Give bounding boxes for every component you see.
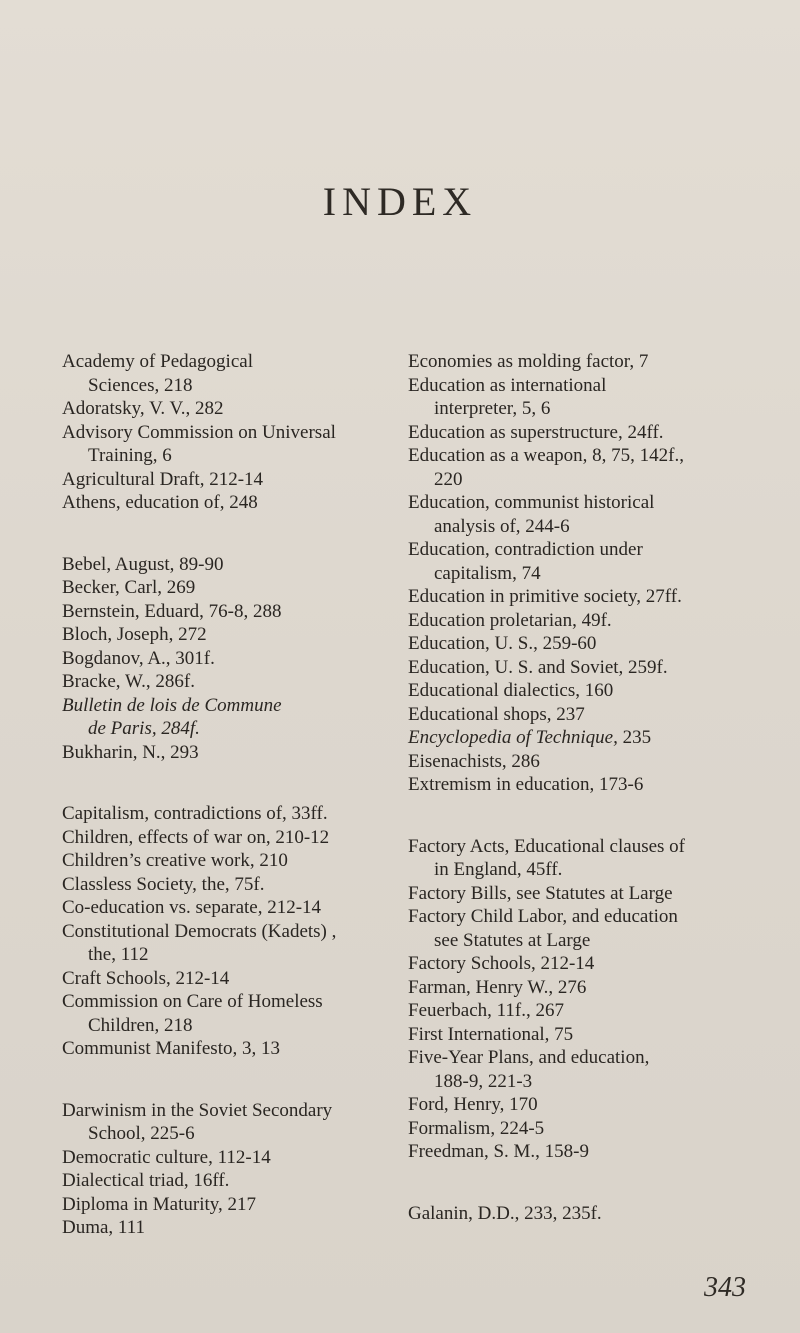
index-entry-heading: Factory Schools, 212-14: [408, 953, 595, 974]
index-entry-continuation: see Statutes at Large: [434, 929, 591, 951]
index-entry: [408, 1023, 800, 1047]
index-letter-group: [408, 1202, 800, 1226]
index-entry-continuation: Children, 218: [88, 1014, 193, 1036]
index-entry-continuation: School, 225-6: [88, 1123, 195, 1144]
index-entry: [62, 849, 402, 873]
index-entry: [62, 397, 402, 421]
index-entry: [62, 694, 402, 741]
index-entry-pages: 235: [617, 727, 652, 748]
index-entry-heading: Darwinism in the Soviet Secondary: [62, 1099, 333, 1121]
index-entry-heading: First International, 75: [408, 1023, 574, 1045]
page-number: 343: [704, 1272, 746, 1303]
index-entry-heading: Democratic culture, 112-14: [62, 1146, 271, 1168]
index-entry-heading: Agricultural Draft, 212-14: [62, 468, 264, 490]
index-entry-heading: Education as superstructure, 24ff.: [408, 421, 664, 443]
index-entry-heading: Formalism, 224-5: [408, 1117, 545, 1139]
index-entry-heading: Dialectical triad, 16ff.: [62, 1170, 230, 1191]
index-entry-heading: Feuerbach, 11f., 267: [408, 1000, 564, 1021]
index-entry: [62, 1193, 402, 1217]
index-entry: [408, 632, 800, 656]
index-entry: [62, 1216, 402, 1240]
index-letter-group: [408, 350, 800, 797]
index-entry: [62, 1169, 402, 1193]
index-entry: [62, 826, 402, 850]
index-entry-heading: Education proletarian, 49f.: [408, 609, 612, 631]
index-entry-heading: Academy of Pedagogical: [62, 351, 253, 372]
index-entry-heading: Athens, education of, 248: [62, 492, 258, 513]
index-entry: [62, 350, 402, 397]
index-entry-heading: Education as international: [408, 374, 607, 396]
index-entry-heading: Encyclopedia of Technique,: [408, 727, 618, 748]
index-entry: [408, 750, 800, 774]
index-entry: [408, 703, 800, 727]
index-entry-heading: Five-Year Plans, and education,: [408, 1047, 650, 1068]
index-entry: [62, 741, 402, 765]
index-entry: [408, 538, 800, 585]
index-entry-heading: Bulletin de lois de Commune: [62, 694, 282, 716]
index-entry-heading: Factory Bills, see Statutes at Large: [408, 882, 673, 904]
index-entry-heading: Bernstein, Eduard, 76-8, 288: [62, 600, 282, 622]
index-letter-group: [62, 350, 402, 515]
index-letter-group: [408, 835, 800, 1164]
index-letter-group: [62, 802, 402, 1061]
index-entry-heading: Adoratsky, V. V., 282: [62, 398, 224, 419]
index-entry-continuation: 220: [434, 468, 463, 490]
index-entry: [408, 1202, 800, 1226]
index-entry-heading: Education as a weapon, 8, 75, 142f.,: [408, 445, 684, 466]
index-entry: [408, 976, 800, 1000]
index-entry: [408, 656, 800, 680]
index-entry: [62, 468, 402, 492]
index-entry-heading: Factory Acts, Educational clauses of: [408, 835, 686, 857]
index-entry-heading: Ford, Henry, 170: [408, 1094, 538, 1115]
index-entry-heading: Duma, 111: [62, 1217, 146, 1238]
index-entry-heading: Extremism in education, 173-6: [408, 774, 644, 795]
index-entry: [408, 350, 800, 374]
index-letter-group: [62, 1099, 402, 1240]
index-entry-continuation: analysis of, 244-6: [434, 515, 570, 537]
index-entry-continuation: 188-9, 221-3: [434, 1070, 533, 1092]
index-entry-heading: Classless Society, the, 75f.: [62, 873, 265, 895]
index-entry-heading: Advisory Commission on Universal: [62, 421, 336, 443]
index-column-right: [408, 350, 800, 1263]
index-entry-heading: Education, U. S., 259-60: [408, 633, 597, 654]
index-entry-continuation: in England, 45ff.: [434, 859, 563, 880]
index-entry: [408, 1093, 800, 1117]
index-entry-heading: Communist Manifesto, 3, 13: [62, 1038, 280, 1059]
index-entry-heading: Bogdanov, A., 301f.: [62, 647, 215, 669]
index-column-left: [62, 350, 402, 1278]
index-entry: [408, 999, 800, 1023]
index-entry-heading: Education, U. S. and Soviet, 259f.: [408, 656, 668, 678]
index-entry: [408, 444, 800, 491]
index-entry-heading: Eisenachists, 286: [408, 750, 540, 772]
index-entry-continuation: de Paris, 284f.: [88, 718, 200, 739]
index-entry: [408, 609, 800, 633]
index-entry-heading: Constitutional Democrats (Kadets) ,: [62, 920, 337, 942]
index-entry-heading: Becker, Carl, 269: [62, 577, 196, 598]
index-entry: [408, 773, 800, 797]
index-entry-heading: Factory Child Labor, and education: [408, 906, 678, 927]
index-entry-heading: Educational shops, 237: [408, 703, 585, 725]
index-entry: [62, 421, 402, 468]
page-title: INDEX: [322, 179, 478, 224]
index-entry-heading: Education, communist historical: [408, 492, 655, 513]
index-entry: [62, 920, 402, 967]
index-entry-continuation: interpreter, 5, 6: [434, 398, 551, 419]
index-entry-continuation: capitalism, 74: [434, 562, 541, 584]
index-entry: [408, 421, 800, 445]
index-entry-heading: Galanin, D.D., 233, 235f.: [408, 1202, 602, 1224]
index-entry-heading: Education, contradiction under: [408, 539, 643, 560]
index-entry: [62, 576, 402, 600]
index-entry-heading: Children, effects of war on, 210-12: [62, 826, 330, 848]
index-entry: [62, 1099, 402, 1146]
index-entry: [408, 1117, 800, 1141]
index-letter-group: [62, 553, 402, 765]
index-entry: [62, 647, 402, 671]
index-entry: [62, 873, 402, 897]
index-entry: [408, 726, 800, 750]
index-entry: [62, 491, 402, 515]
index-entry-heading: Educational dialectics, 160: [408, 680, 614, 701]
index-entry: [408, 1046, 800, 1093]
index-entry: [62, 623, 402, 647]
index-entry-heading: Craft Schools, 212-14: [62, 967, 230, 989]
index-entry-heading: Bebel, August, 89-90: [62, 553, 224, 575]
index-entry: [408, 491, 800, 538]
index-entry-heading: Farman, Henry W., 276: [408, 976, 587, 998]
index-entry: [62, 896, 402, 920]
index-entry-continuation: the, 112: [88, 944, 149, 965]
index-entry: [408, 882, 800, 906]
index-entry-heading: Capitalism, contradictions of, 33ff.: [62, 803, 328, 824]
index-entry: [62, 1146, 402, 1170]
index-entry: [408, 585, 800, 609]
index-entry: [408, 679, 800, 703]
index-entry: [408, 374, 800, 421]
index-entry-heading: Children’s creative work, 210: [62, 850, 288, 871]
index-entry: [62, 670, 402, 694]
index-entry: [408, 835, 800, 882]
index-entry-heading: Bukharin, N., 293: [62, 741, 199, 763]
index-entry-continuation: Sciences, 218: [88, 374, 193, 396]
index-entry-heading: Education in primitive society, 27ff.: [408, 586, 682, 607]
index-entry-continuation: Training, 6: [88, 445, 172, 466]
index-entry-heading: Commission on Care of Homeless: [62, 991, 323, 1012]
index-entry-heading: Co-education vs. separate, 212-14: [62, 897, 322, 918]
index-entry: [408, 952, 800, 976]
index-entry: [62, 553, 402, 577]
index-entry-heading: Bloch, Joseph, 272: [62, 624, 207, 645]
index-entry: [62, 1037, 402, 1061]
index-entry: [408, 905, 800, 952]
index-entry: [408, 1140, 800, 1164]
index-entry: [62, 967, 402, 991]
index-entry: [62, 600, 402, 624]
index-entry-heading: Freedman, S. M., 158-9: [408, 1141, 590, 1162]
index-entry: [62, 802, 402, 826]
index-entry: [62, 990, 402, 1037]
index-entry-heading: Economies as molding factor, 7: [408, 351, 649, 372]
index-entry-heading: Diploma in Maturity, 217: [62, 1193, 257, 1215]
index-entry-heading: Bracke, W., 286f.: [62, 671, 195, 692]
